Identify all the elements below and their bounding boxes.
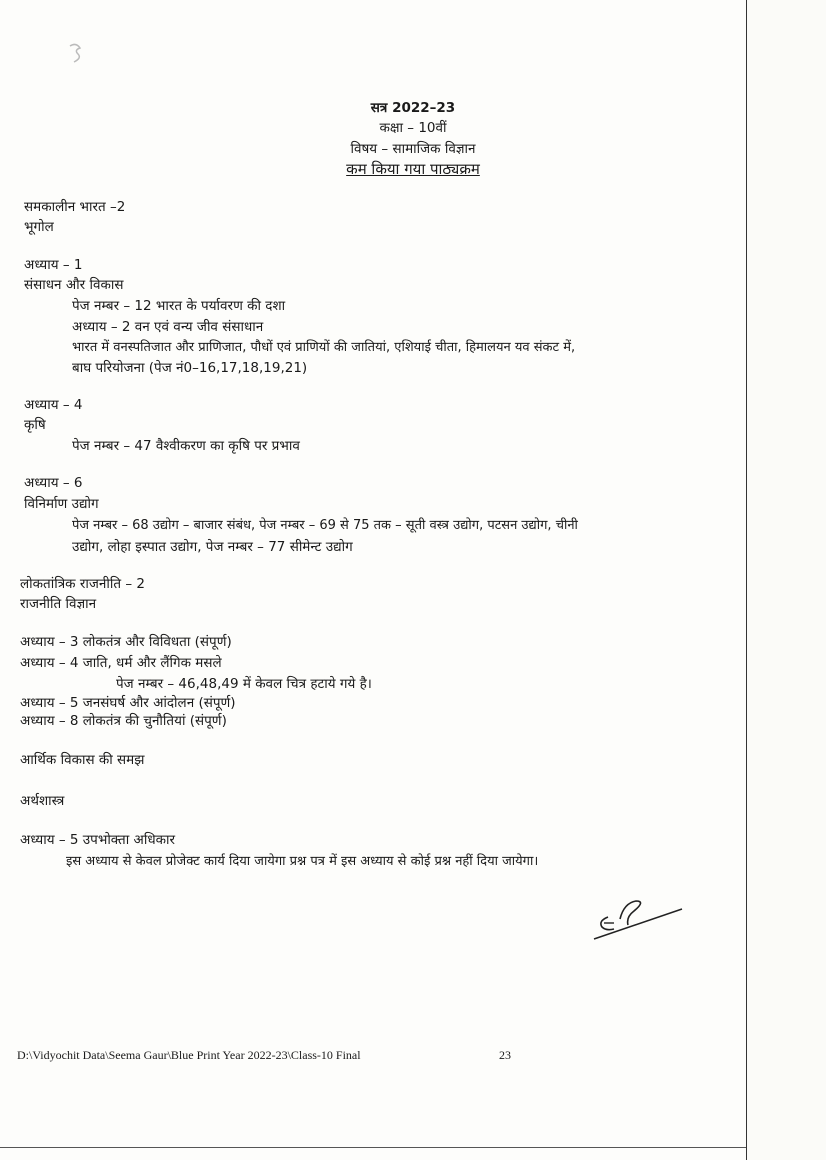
geography-chapter-1-item-1: पेज नम्बर – 12 भारत के पर्यावरण की दशा <box>72 298 286 314</box>
politics-subject: राजनीति विज्ञान <box>20 596 97 612</box>
subject-line: विषय – सामाजिक विज्ञान <box>350 141 476 157</box>
session-line: सत्र 2022–23 <box>370 100 456 116</box>
geography-chapter-6-label: अध्याय – 6 <box>24 475 83 491</box>
geography-chapter-1-item-2: अध्याय – 2 वन एवं वन्य जीव संसाधान <box>72 319 264 335</box>
page-number: 23 <box>499 1048 511 1062</box>
geography-chapter-4-label: अध्याय – 4 <box>24 397 83 413</box>
page-title: कम किया गया पाठ्यक्रम <box>346 160 480 178</box>
politics-book-title: लोकतांत्रिक राजनीति – 2 <box>20 576 145 592</box>
politics-chapter-4: अध्याय – 4 जाति, धर्म और लैंगिक मसले <box>20 655 222 671</box>
economics-chapter-5: अध्याय – 5 उपभोक्ता अधिकार <box>20 832 176 848</box>
politics-chapter-4-note: पेज नम्बर – 46,48,49 में केवल चित्र हटाये गये है। <box>116 676 372 692</box>
politics-chapter-8: अध्याय – 8 लोकतंत्र की चुनौतियां (संपूर्ण) <box>20 713 227 729</box>
economics-chapter-5-note: इस अध्याय से केवल प्रोजेक्ट कार्य दिया जायेगा प्रश्न पत्र में इस अध्याय से कोई प्रश्न नहीं दिया जायेगा। <box>66 854 539 869</box>
politics-chapter-3: अध्याय – 3 लोकतंत्र और विविधता (संपूर्ण) <box>20 634 232 650</box>
geography-chapter-1-name: संसाधन और विकास <box>24 277 124 293</box>
geography-chapter-4-item: पेज नम्बर – 47 वैश्वीकरण का कृषि पर प्रभाव <box>72 438 300 454</box>
bottom-rule <box>0 1147 746 1148</box>
economics-subject: अर्थशास्त्र <box>20 793 65 809</box>
class-line: कक्षा – 10वीं <box>379 120 447 136</box>
geography-subject: भूगोल <box>24 219 54 235</box>
corner-mark-icon <box>60 38 90 70</box>
geography-chapter-1-item-3-line-2: बाघ परियोजना (पेज नं0–16,17,18,19,21) <box>72 360 308 376</box>
geography-chapter-6-item-line-1: पेज नम्बर – 68 उद्योग – बाजार संबंध, पेज नम्बर – 69 से 75 तक – सूती वस्त्र उद्योग, पटसन उद्योग, चीनी <box>72 518 578 533</box>
geography-chapter-1-item-3-line-1: भारत में वनस्पतिजात और प्राणिजात, पौधों एवं प्राणियों की जातियां, एशियाई चीता, हिमालयन यव संकट में, <box>72 340 576 355</box>
economics-book-title: आर्थिक विकास की समझ <box>20 752 145 768</box>
geography-chapter-1-label: अध्याय – 1 <box>24 257 83 273</box>
geography-book-title: समकालीन भारत –2 <box>24 199 126 215</box>
geography-chapter-6-name: विनिर्माण उद्योग <box>24 496 99 512</box>
geography-chapter-6-item-line-2: उद्योग, लोहा इस्पात उद्योग, पेज नम्बर – 77 सीमेन्ट उद्योग <box>72 539 353 555</box>
footer-file-path: D:\Vidyochit Data\Seema Gaur\Blue Print Year 2022-23\Class-10 Final <box>17 1048 361 1062</box>
signature-icon <box>590 895 690 945</box>
geography-chapter-4-name: कृषि <box>24 417 46 433</box>
politics-chapter-5: अध्याय – 5 जनसंघर्ष और आंदोलन (संपूर्ण) <box>20 695 236 711</box>
